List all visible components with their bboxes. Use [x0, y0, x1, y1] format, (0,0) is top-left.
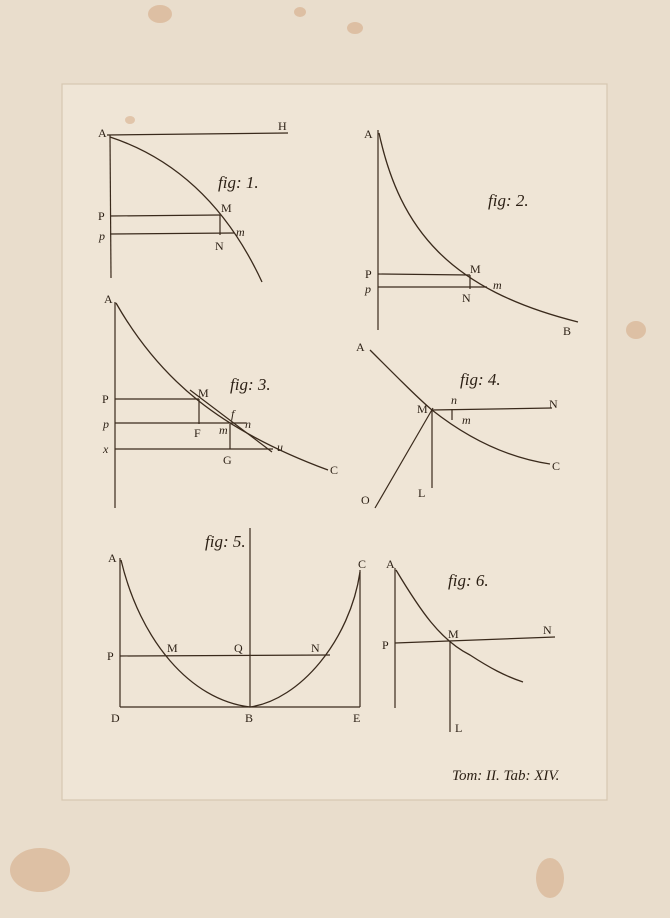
fig3-label-A: A — [104, 292, 113, 306]
fig3-label-p: p — [103, 417, 109, 431]
fig3-label-n: n — [245, 417, 251, 431]
fig1-label-p: p — [99, 229, 105, 243]
plate-caption: Tom: II. Tab: XIV. — [452, 768, 560, 784]
fig2-label-M: M — [470, 262, 481, 276]
fig5-label-C: C — [358, 557, 367, 571]
fig2-label-P: P — [365, 267, 372, 281]
fig3-label-M: M — [198, 386, 209, 400]
fig5-label-D: D — [111, 711, 120, 725]
fig2-label-m: m — [493, 278, 502, 292]
fig6-label-M: M — [448, 627, 459, 641]
fig4-label-m: m — [462, 413, 471, 427]
fig3-label-x: x — [103, 442, 109, 456]
fig5-label-M: M — [167, 641, 178, 655]
fig3-title: fig: 3. — [230, 375, 271, 394]
fig5-label-E: E — [353, 711, 361, 725]
fig5-label-A: A — [108, 551, 117, 565]
fig3-label-P: P — [102, 392, 109, 406]
fig2-label-N: N — [462, 291, 471, 305]
fig3-label-m: m — [219, 423, 228, 437]
fig1-label-M: M — [221, 201, 232, 215]
fig4-label-C: C — [552, 459, 561, 473]
fig3-label-C: C — [330, 463, 339, 477]
fig6-label-L: L — [455, 721, 463, 735]
fig3-label-F: F — [194, 426, 201, 440]
fig4-label-n: n — [451, 393, 457, 407]
fig5-label-P: P — [107, 649, 114, 663]
fig4-label-L: L — [418, 486, 426, 500]
fig3-label-u: u — [277, 440, 283, 454]
fig4-label-N: N — [549, 397, 558, 411]
fig3-label-f: f — [231, 407, 235, 421]
fig1-title: fig: 1. — [218, 173, 259, 192]
fig2-label-A: A — [364, 127, 373, 141]
fig1-label-N: N — [215, 239, 224, 253]
fig6-label-A: A — [386, 557, 395, 571]
fig2-title: fig: 2. — [488, 191, 529, 210]
fig1-label-P: P — [98, 209, 105, 223]
fig4-label-O: O — [361, 493, 370, 507]
fig1-label-H: H — [278, 119, 287, 133]
fig6-title: fig: 6. — [448, 571, 489, 590]
fig4-label-A: A — [356, 340, 365, 354]
fig5-label-B: B — [245, 711, 254, 725]
fig1-label-A: A — [98, 126, 107, 140]
fig5-title: fig: 5. — [205, 532, 246, 551]
fig2-label-p: p — [365, 282, 371, 296]
fig5-label-Q: Q — [234, 641, 243, 655]
fig2-label-B: B — [563, 324, 572, 338]
fig4-title: fig: 4. — [460, 370, 501, 389]
fig4-label-M: M — [417, 402, 428, 416]
fig1-label-m: m — [236, 225, 245, 239]
fig5-label-N: N — [311, 641, 320, 655]
fig6-label-N: N — [543, 623, 552, 637]
fig3-label-G: G — [223, 453, 232, 467]
fig6-label-P: P — [382, 638, 389, 652]
